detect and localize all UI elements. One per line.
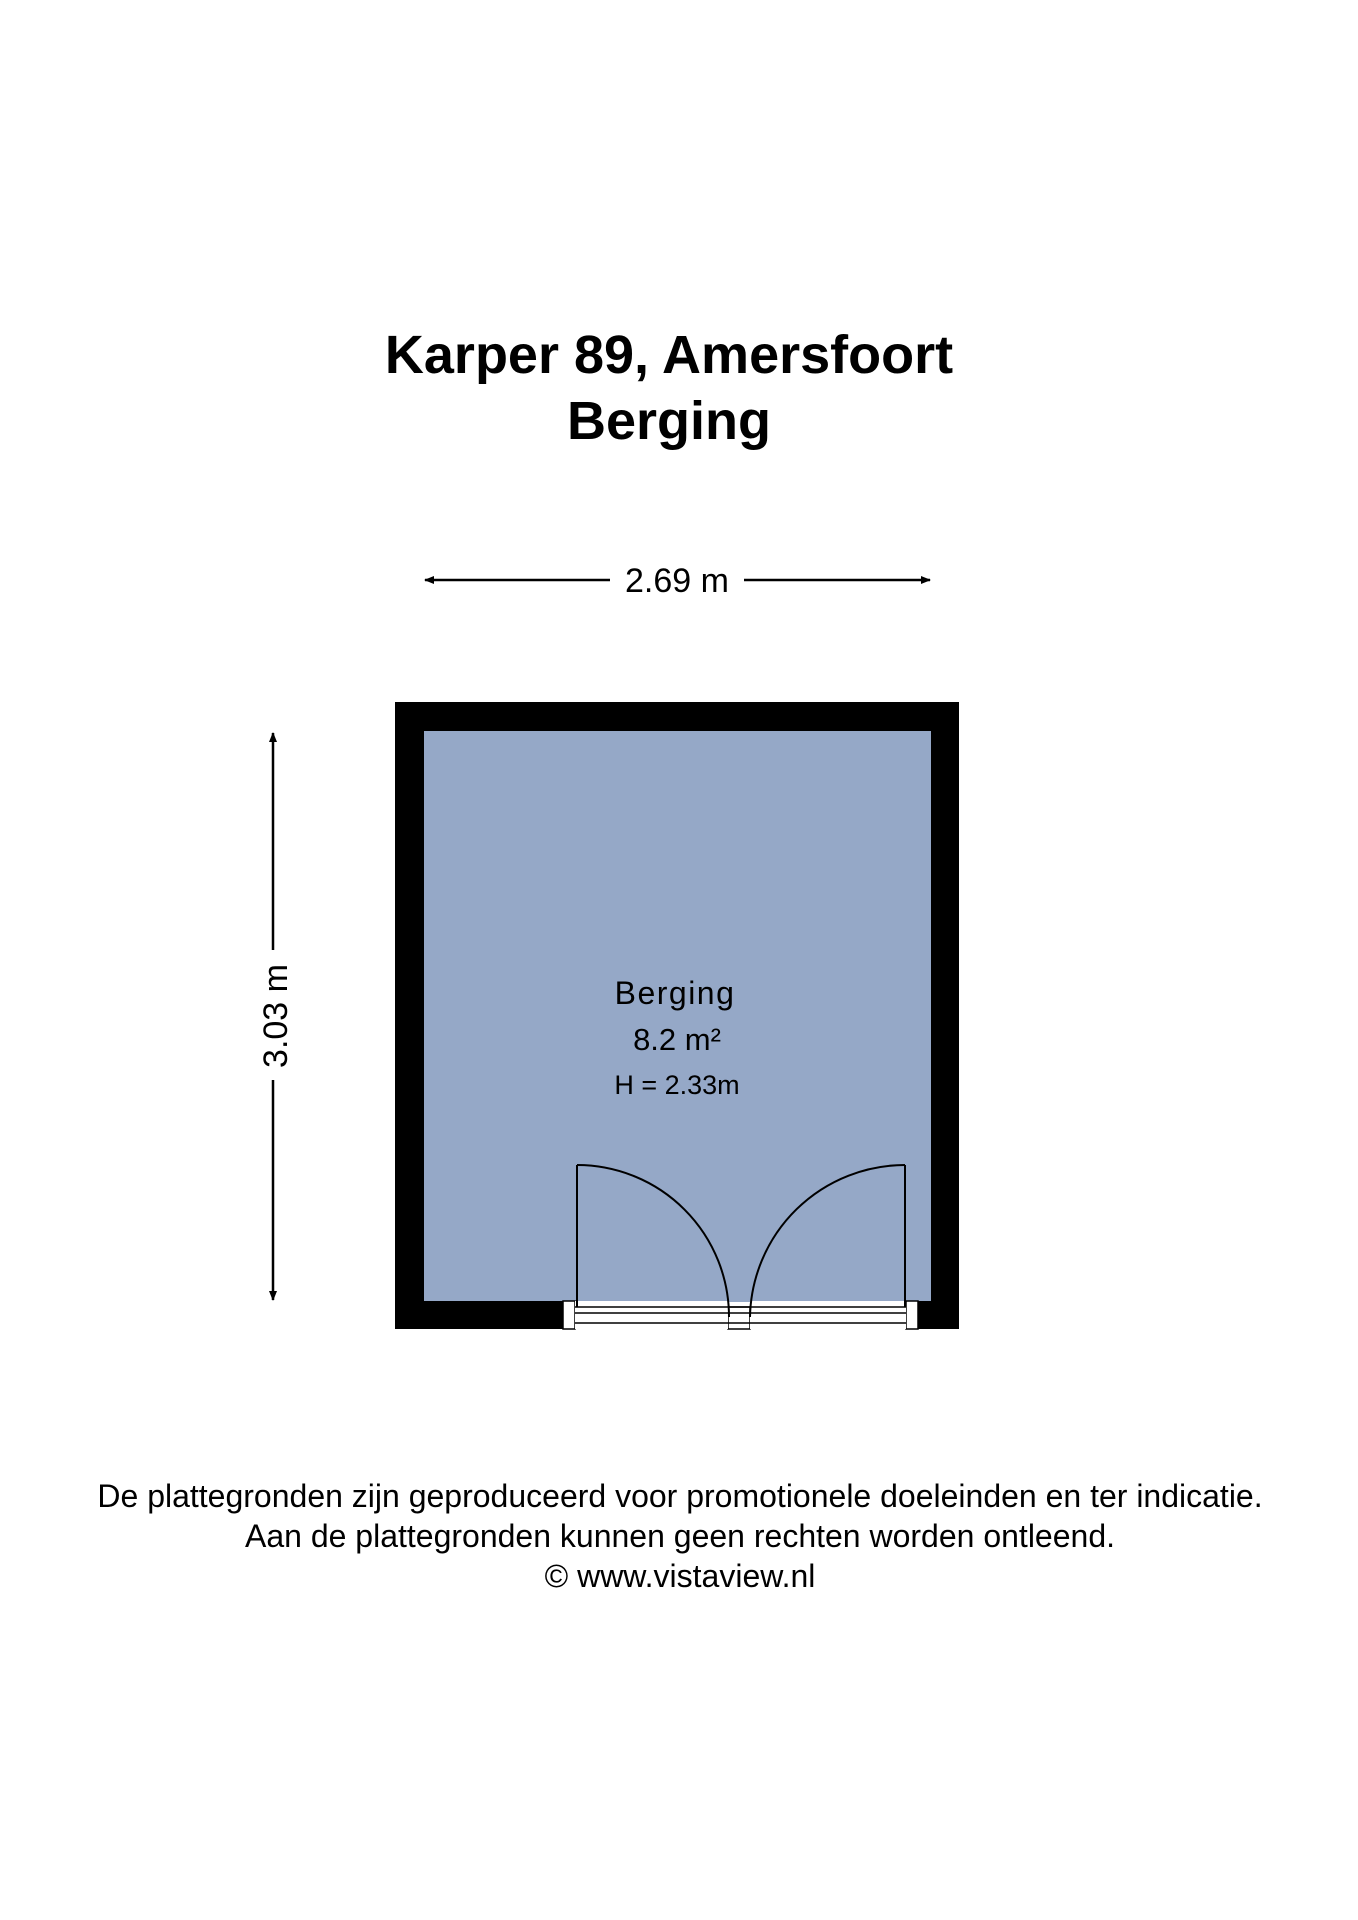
- page-subtitle: Berging: [566, 391, 771, 451]
- wall-bottom-right: [918, 1301, 959, 1329]
- door-threshold-right: [750, 1301, 906, 1329]
- room-name: Berging: [614, 975, 736, 1011]
- door-frame-left-post: [563, 1301, 575, 1329]
- wall-bottom-left: [395, 1301, 563, 1329]
- copyright-line: © www.vistaview.nl: [544, 1558, 816, 1594]
- door-threshold-left: [575, 1301, 728, 1329]
- door-frame-right-post: [906, 1301, 918, 1329]
- room-area: 8.2 m²: [633, 1022, 721, 1057]
- depth-dimension-label: 3.03 m: [257, 964, 295, 1068]
- wall-top: [395, 702, 959, 731]
- room-berging: [395, 702, 959, 1329]
- page-title: Karper 89, Amersfoort: [384, 325, 954, 385]
- wall-right: [931, 702, 959, 1329]
- depth-dimension: [257, 733, 295, 1300]
- door-frame-center-post: [728, 1307, 750, 1329]
- width-dimension: [425, 562, 930, 600]
- width-dimension-label: 2.69 m: [625, 562, 729, 600]
- disclaimer-line-2: Aan de plattegronden kunnen geen rechten worden ontleend.: [244, 1518, 1115, 1554]
- disclaimer: [0, 1476, 1358, 1596]
- room-height: H = 2.33m: [614, 1070, 740, 1100]
- wall-left: [395, 702, 424, 1329]
- disclaimer-line-1: De plattegronden zijn geproduceerd voor promotionele doeleinden en ter indicatie.: [97, 1478, 1263, 1514]
- title-block: [0, 322, 1338, 454]
- room-floor: [424, 730, 932, 1302]
